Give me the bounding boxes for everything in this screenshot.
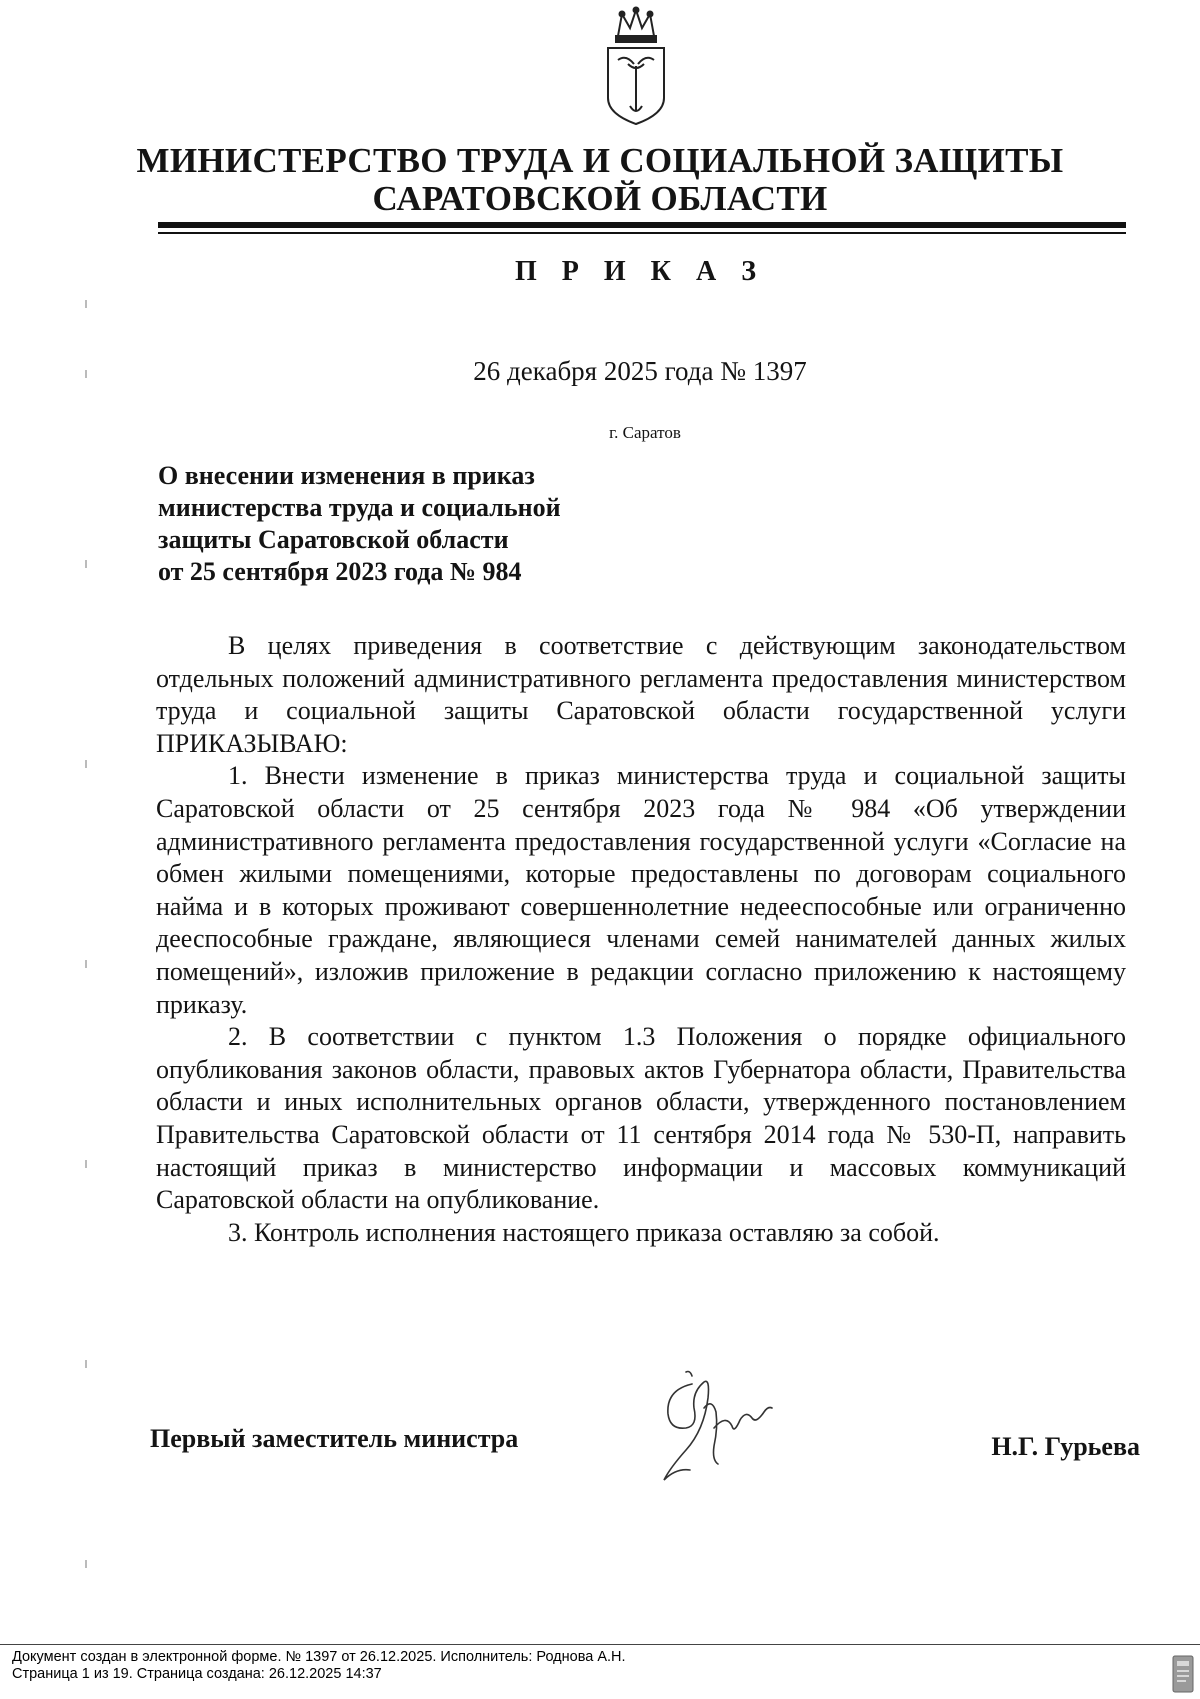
clause-3-paragraph: 3. Контроль исполнения настоящего приказа оставляю за собой. xyxy=(228,1217,940,1247)
subject-line: от 25 сентября 2023 года № 984 xyxy=(158,557,522,586)
ministry-name-line1: МИНИСТЕРСТВО ТРУДА И СОЦИАЛЬНОЙ ЗАЩИТЫ xyxy=(136,141,1064,180)
clause-1-paragraph: 1. Внести изменение в приказ министерства труда и социальной защиты Саратовской области от 25 сентября 2023 года № 984 «Об утверждении административного регламента предоставления государственной услуги «Согласие на обмен жилыми помещениями, которые предоставлены по договорам социального найма и в которых проживают совершеннолетние недееспособные или ограниченно дееспособные граждане, являющиеся членами семей нанимателей данных жилых помещений», изложив приложение в редакции согласно приложению к настоящему приказу. xyxy=(156,761,1126,1019)
preamble-paragraph: В целях приведения в соответствие с действующим законодательством отдельных положений административного регламента предоставления министерством труда и социальной защиты Саратовской области государственной услуги ПРИКАЗЫВАЮ: xyxy=(156,631,1126,758)
signatory-title: Первый заместитель министра xyxy=(150,1424,519,1453)
order-subject xyxy=(158,460,678,588)
order-date-number: 26 декабря 2025 года № 1397 xyxy=(473,356,807,386)
footer-text xyxy=(12,1649,626,1683)
header-divider-thick xyxy=(158,222,1126,228)
clause-2-paragraph: 2. В соответствии с пунктом 1.3 Положения о порядке официального опубликования законов области, правовых актов Губернатора области, Правительства области и иных исполнительных органов области, утвержденного постановлением Правительства Саратовской области от 11 сентября 2014 года № 530-П, направить настоящий приказ в министерство информации и массовых коммуникаций Саратовской области на опубликование. xyxy=(156,1022,1126,1215)
signatory-name: Н.Г. Гурьева xyxy=(991,1432,1140,1461)
header-divider-thin xyxy=(158,232,1126,234)
scan-margin-marks xyxy=(84,300,88,1600)
saratov-coat-of-arms-icon xyxy=(604,6,668,126)
subject-line: защиты Саратовской области xyxy=(158,525,509,554)
document-type-title: П Р И К А З xyxy=(515,256,765,287)
subject-line: министерства труда и социальной xyxy=(158,493,561,522)
ministry-name-line2: САРАТОВСКОЙ ОБЛАСТИ xyxy=(372,179,828,218)
order-body xyxy=(156,630,1126,1249)
ministry-name xyxy=(120,142,1080,218)
order-city: г. Саратов xyxy=(609,423,681,442)
subject-line: О внесении изменения в приказ xyxy=(158,461,535,490)
handwritten-signature-icon xyxy=(646,1368,776,1486)
document-status-icon xyxy=(1172,1655,1194,1693)
footer-line-1: Документ создан в электронной форме. № 1397 от 26.12.2025. Исполнитель: Роднова А.Н. xyxy=(12,1649,626,1665)
electronic-document-footer xyxy=(0,1644,1200,1699)
footer-line-2: Страница 1 из 19. Страница создана: 26.12.2025 14:37 xyxy=(12,1666,382,1682)
